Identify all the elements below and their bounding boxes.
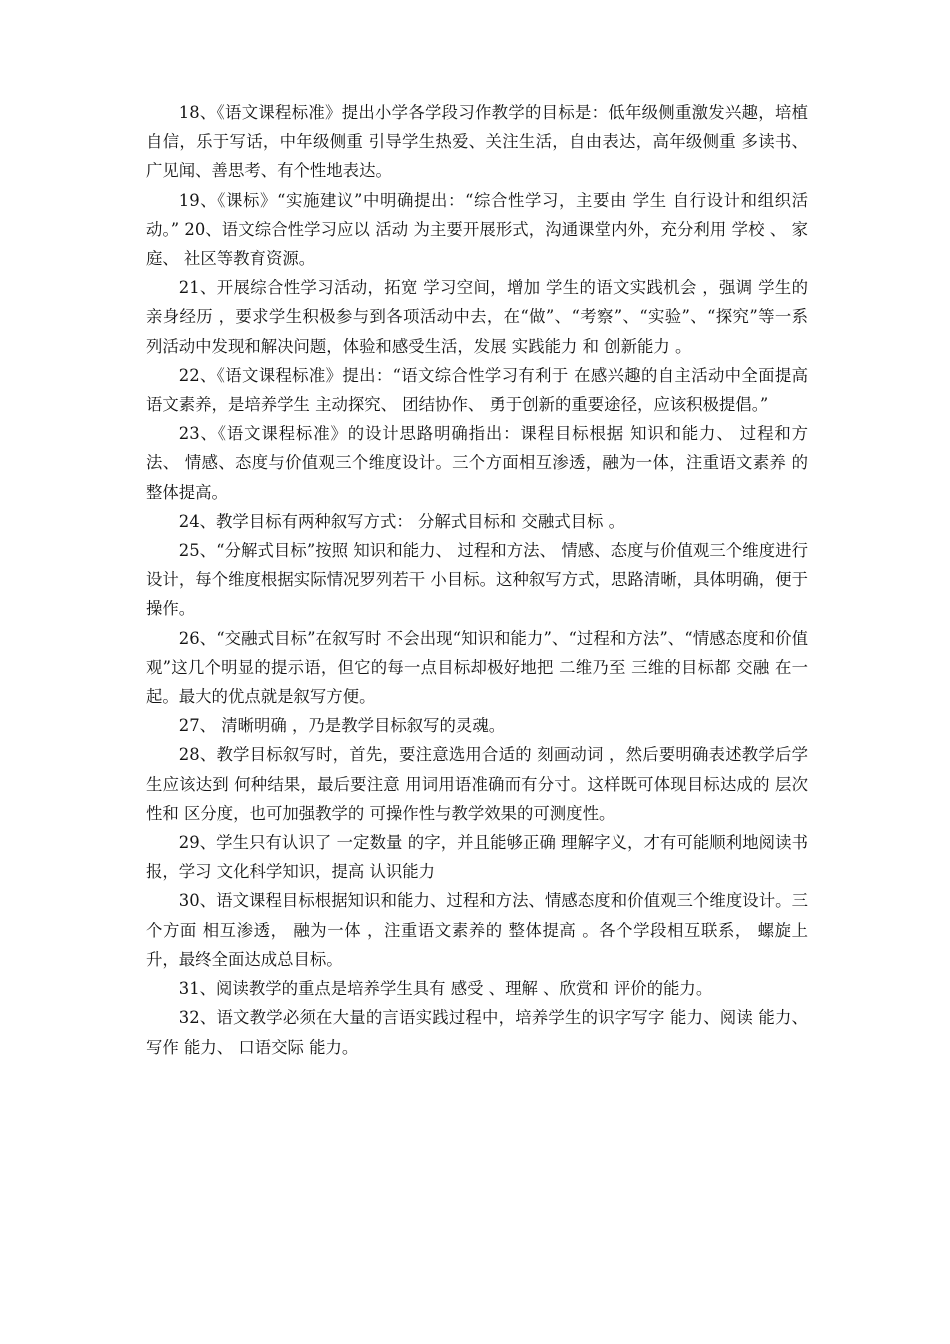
paragraph-26: 26、“交融式目标”在叙写时 不会出现“知识和能力”、“过程和方法”、“情感态度和价值观”这几个明显的提示语，但它的每一点目标却极好地把 二维乃至 三维的目标都 交融 在一起。最大的优点就是叙写方便。 bbox=[146, 628, 808, 707]
paragraph-22: 22、《语文课程标准》提出：“语文综合性学习有利于 在感兴趣的自主活动中全面提高语文素养，是培养学生 主动探究、 团结协作、 勇于创新的重要途径，应该积极提倡。” bbox=[146, 365, 808, 415]
paragraph-21: 21、开展综合性学习活动，拓宽 学习空间，增加 学生的语文实践机会 ，强调 学生的亲身经历 ，要求学生积极参与到各项活动中去，在“做”、“考察”、“实验”、“探究”等一系列活动中发现和解决问题，体验和感受生活，发展 实践能力 和 创新能力 。 bbox=[146, 278, 808, 356]
document-body bbox=[146, 98, 808, 1062]
paragraph-24: 24、教学目标有两种叙写方式： 分解式目标和 交融式目标 。 bbox=[178, 511, 626, 531]
paragraph-31: 31、阅读教学的重点是培养学生具有 感受 、理解 、欣赏和 评价的能力。 bbox=[178, 979, 713, 999]
paragraph-27: 27、 清晰明确 ，乃是教学目标叙写的灵魂。 bbox=[178, 716, 506, 736]
paragraph-25: 25、“分解式目标”按照 知识和能力、 过程和方法、 情感、态度与价值观三个维度进行设计，每个维度根据实际情况罗列若干 小目标。这种叙写方式，思路清晰，具体明确，便于操作。 bbox=[146, 541, 808, 619]
paragraph-19-20: 19、《课标》“实施建议”中明确提出：“综合性学习，主要由 学生 自行设计和组织活动。” 20、语文综合性学习应以 活动 为主要开展形式，沟通课堂内外，充分利用 学校 、 家庭、 社区等教育资源。 bbox=[146, 190, 808, 269]
paragraph-32: 32、语文教学必须在大量的言语实践过程中，培养学生的识字写字 能力、阅读 能力、 写作 能力、 口语交际 能力。 bbox=[146, 1008, 808, 1057]
paragraph-18: 18、《语文课程标准》提出小学各学段习作教学的目标是：低年级侧重激发兴趣，培植自信，乐于写话，中年级侧重 引导学生热爱、关注生活，自由表达，高年级侧重 多读书、广见闻、善思考、有个性地表达。 bbox=[146, 103, 808, 181]
paragraph-29: 29、学生只有认识了 一定数量 的字，并且能够正确 理解字义，才有可能顺利地阅读书报，学习 文化科学知识，提高 认识能力 bbox=[146, 833, 808, 882]
paragraph-28: 28、教学目标叙写时，首先，要注意选用合适的 刻画动词 ，然后要明确表述教学后学生应该达到 何种结果，最后要注意 用词用语准确而有分寸。这样既可体现目标达成的 层次性和 区分度，也可加强教学的 可操作性与教学效果的可测度性。 bbox=[146, 745, 808, 823]
paragraph-30: 30、语文课程目标根据知识和能力、过程和方法、情感态度和价值观三个维度设计。三个方面 相互渗透， 融为一体 ，注重语文素养的 整体提高 。各个学段相互联系， 螺旋上升，最终全面达成总目标。 bbox=[146, 891, 808, 969]
paragraph-23: 23、《语文课程标准》的设计思路明确指出：课程目标根据 知识和能力、 过程和方法、 情感、态度与价值观三个维度设计。三个方面相互渗透，融为一体，注重语文素养 的整体提高。 bbox=[146, 424, 808, 502]
